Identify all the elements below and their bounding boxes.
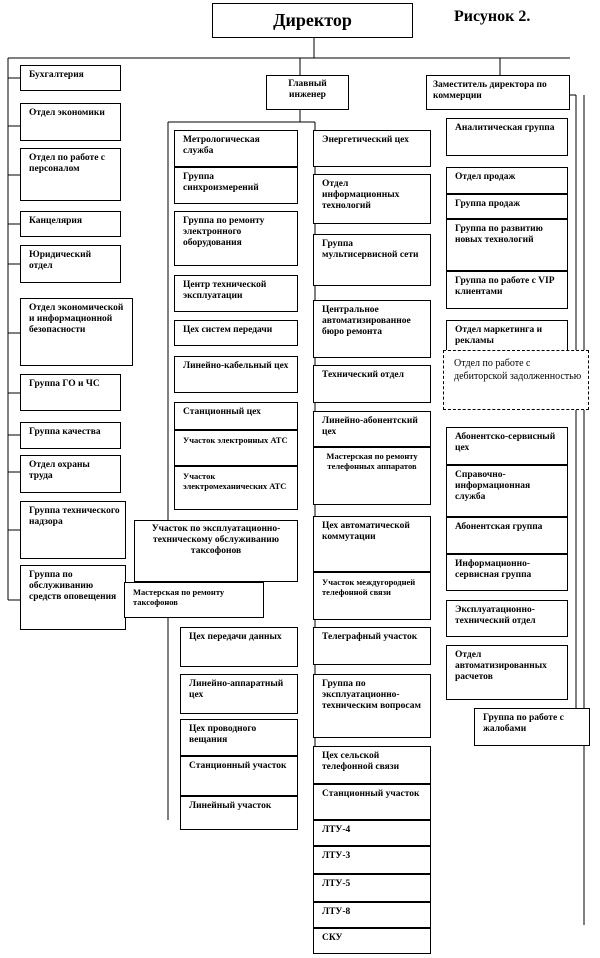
long-distance-section: Участок междугородней телефонной связи <box>313 572 431 620</box>
energy-shop: Энергетический цех <box>313 130 431 167</box>
left-item-labor-safety: Отдел охраны труда <box>20 455 121 493</box>
sales-group: Группа продаж <box>446 194 568 219</box>
electronic-ats-section: Участок электронных АТС <box>174 430 298 466</box>
subscriber-service-shop: Абонентско-сервисный цех <box>446 427 568 465</box>
left-item-economics: Отдел экономики <box>20 103 121 141</box>
broadcast-line-section: Линейный участок <box>180 796 298 830</box>
marketing-department: Отдел маркетинга и рекламы <box>446 320 568 352</box>
phone-repair-workshop: Мастерская по ремонту телефонных аппаратов <box>313 447 431 505</box>
line-hw-shop: Линейно-аппаратный цех <box>180 674 298 714</box>
debt-department: Отдел по работе с дебиторской задолженностью <box>443 350 589 410</box>
info-service-group: Информационно-сервисная группа <box>446 554 568 591</box>
subscriber-line-shop: Линейно-абонентский цех <box>313 411 431 447</box>
left-item-tech-supervision: Группа технического надзора <box>20 501 126 559</box>
data-shop: Цех передачи данных <box>180 627 298 667</box>
left-item-office: Канцелярия <box>20 211 121 237</box>
multiservice-group: Группа мультисервисной сети <box>313 234 431 286</box>
operation-department: Эксплуатационно-технический отдел <box>446 600 568 637</box>
electromech-ats-section: Участок электромеханических АТС <box>174 466 298 510</box>
left-item-warning-systems: Группа по обслуживанию средств оповещения <box>20 565 126 630</box>
auto-calc-department: Отдел автоматизированных расчетов <box>446 645 568 700</box>
tech-center: Центр технической эксплуатации <box>174 275 298 312</box>
info-service: Справочно-информационная служба <box>446 465 568 517</box>
rural-phone-shop: Цех сельской телефонной связи <box>313 746 431 784</box>
vip-clients-group: Группа по работе с VIP клиентами <box>446 271 568 309</box>
it-department: Отдел информационных технологий <box>313 174 431 224</box>
left-item-civil-defense: Группа ГО и ЧС <box>20 374 121 411</box>
sales-department: Отдел продаж <box>446 167 568 194</box>
auto-switch-shop: Цех автоматической коммутации <box>313 516 431 572</box>
synch-group: Группа синхроизмерений <box>174 167 298 204</box>
figure-caption: Рисунок 2. <box>454 8 531 25</box>
ltu-4: ЛТУ-4 <box>313 820 431 846</box>
left-item-legal: Юридический отдел <box>20 245 121 283</box>
transmission-shop: Цех систем передачи <box>174 320 298 346</box>
automation-bureau: Центральное автоматизированное бюро ремонта <box>313 300 431 358</box>
rural-station-section: Станционный участок <box>313 784 431 820</box>
left-item-quality: Группа качества <box>20 422 121 449</box>
subscriber-group: Абонентская группа <box>446 517 568 554</box>
analytics-group: Аналитическая группа <box>446 118 568 156</box>
ltu-5: ЛТУ-5 <box>313 874 431 902</box>
deputy-director-box: Заместитель директора по коммерции <box>426 75 570 110</box>
ltu-3: ЛТУ-3 <box>313 846 431 874</box>
ltu-8: ЛТУ-8 <box>313 902 431 928</box>
sku: СКУ <box>313 928 431 954</box>
payphone-repair: Мастерская по ремонту таксофонов <box>124 582 264 618</box>
operation-issues-group: Группа по эксплуатационно-техническим вопросам <box>313 674 431 738</box>
broadcast-station-section: Станционный участок <box>180 756 298 796</box>
left-item-security: Отдел экономической и информационной безопасности <box>20 298 133 366</box>
station-shop: Станционный цех <box>174 402 298 430</box>
chief-engineer-box: Главный инженер <box>266 75 349 110</box>
left-item-personnel: Отдел по работе с персоналом <box>20 148 121 201</box>
wired-broadcast-shop: Цех проводного вещания <box>180 719 298 756</box>
metrology-service: Метрологическая служба <box>174 130 298 167</box>
left-item-accounting: Бухгалтерия <box>20 65 121 91</box>
complaints-group: Группа по работе с жалобами <box>474 708 590 746</box>
line-cable-shop: Линейно-кабельный цех <box>174 356 298 393</box>
payphone-section: Участок по эксплуатационно-техническому обслуживанию таксофонов <box>134 520 298 582</box>
telegraph-section: Телеграфный участок <box>313 627 431 665</box>
technical-department: Технический отдел <box>313 365 431 403</box>
new-tech-group: Группа по развитию новых технологий <box>446 219 568 271</box>
repair-group: Группа по ремонту электронного оборудования <box>174 211 298 266</box>
director-box: Директор <box>212 3 413 38</box>
